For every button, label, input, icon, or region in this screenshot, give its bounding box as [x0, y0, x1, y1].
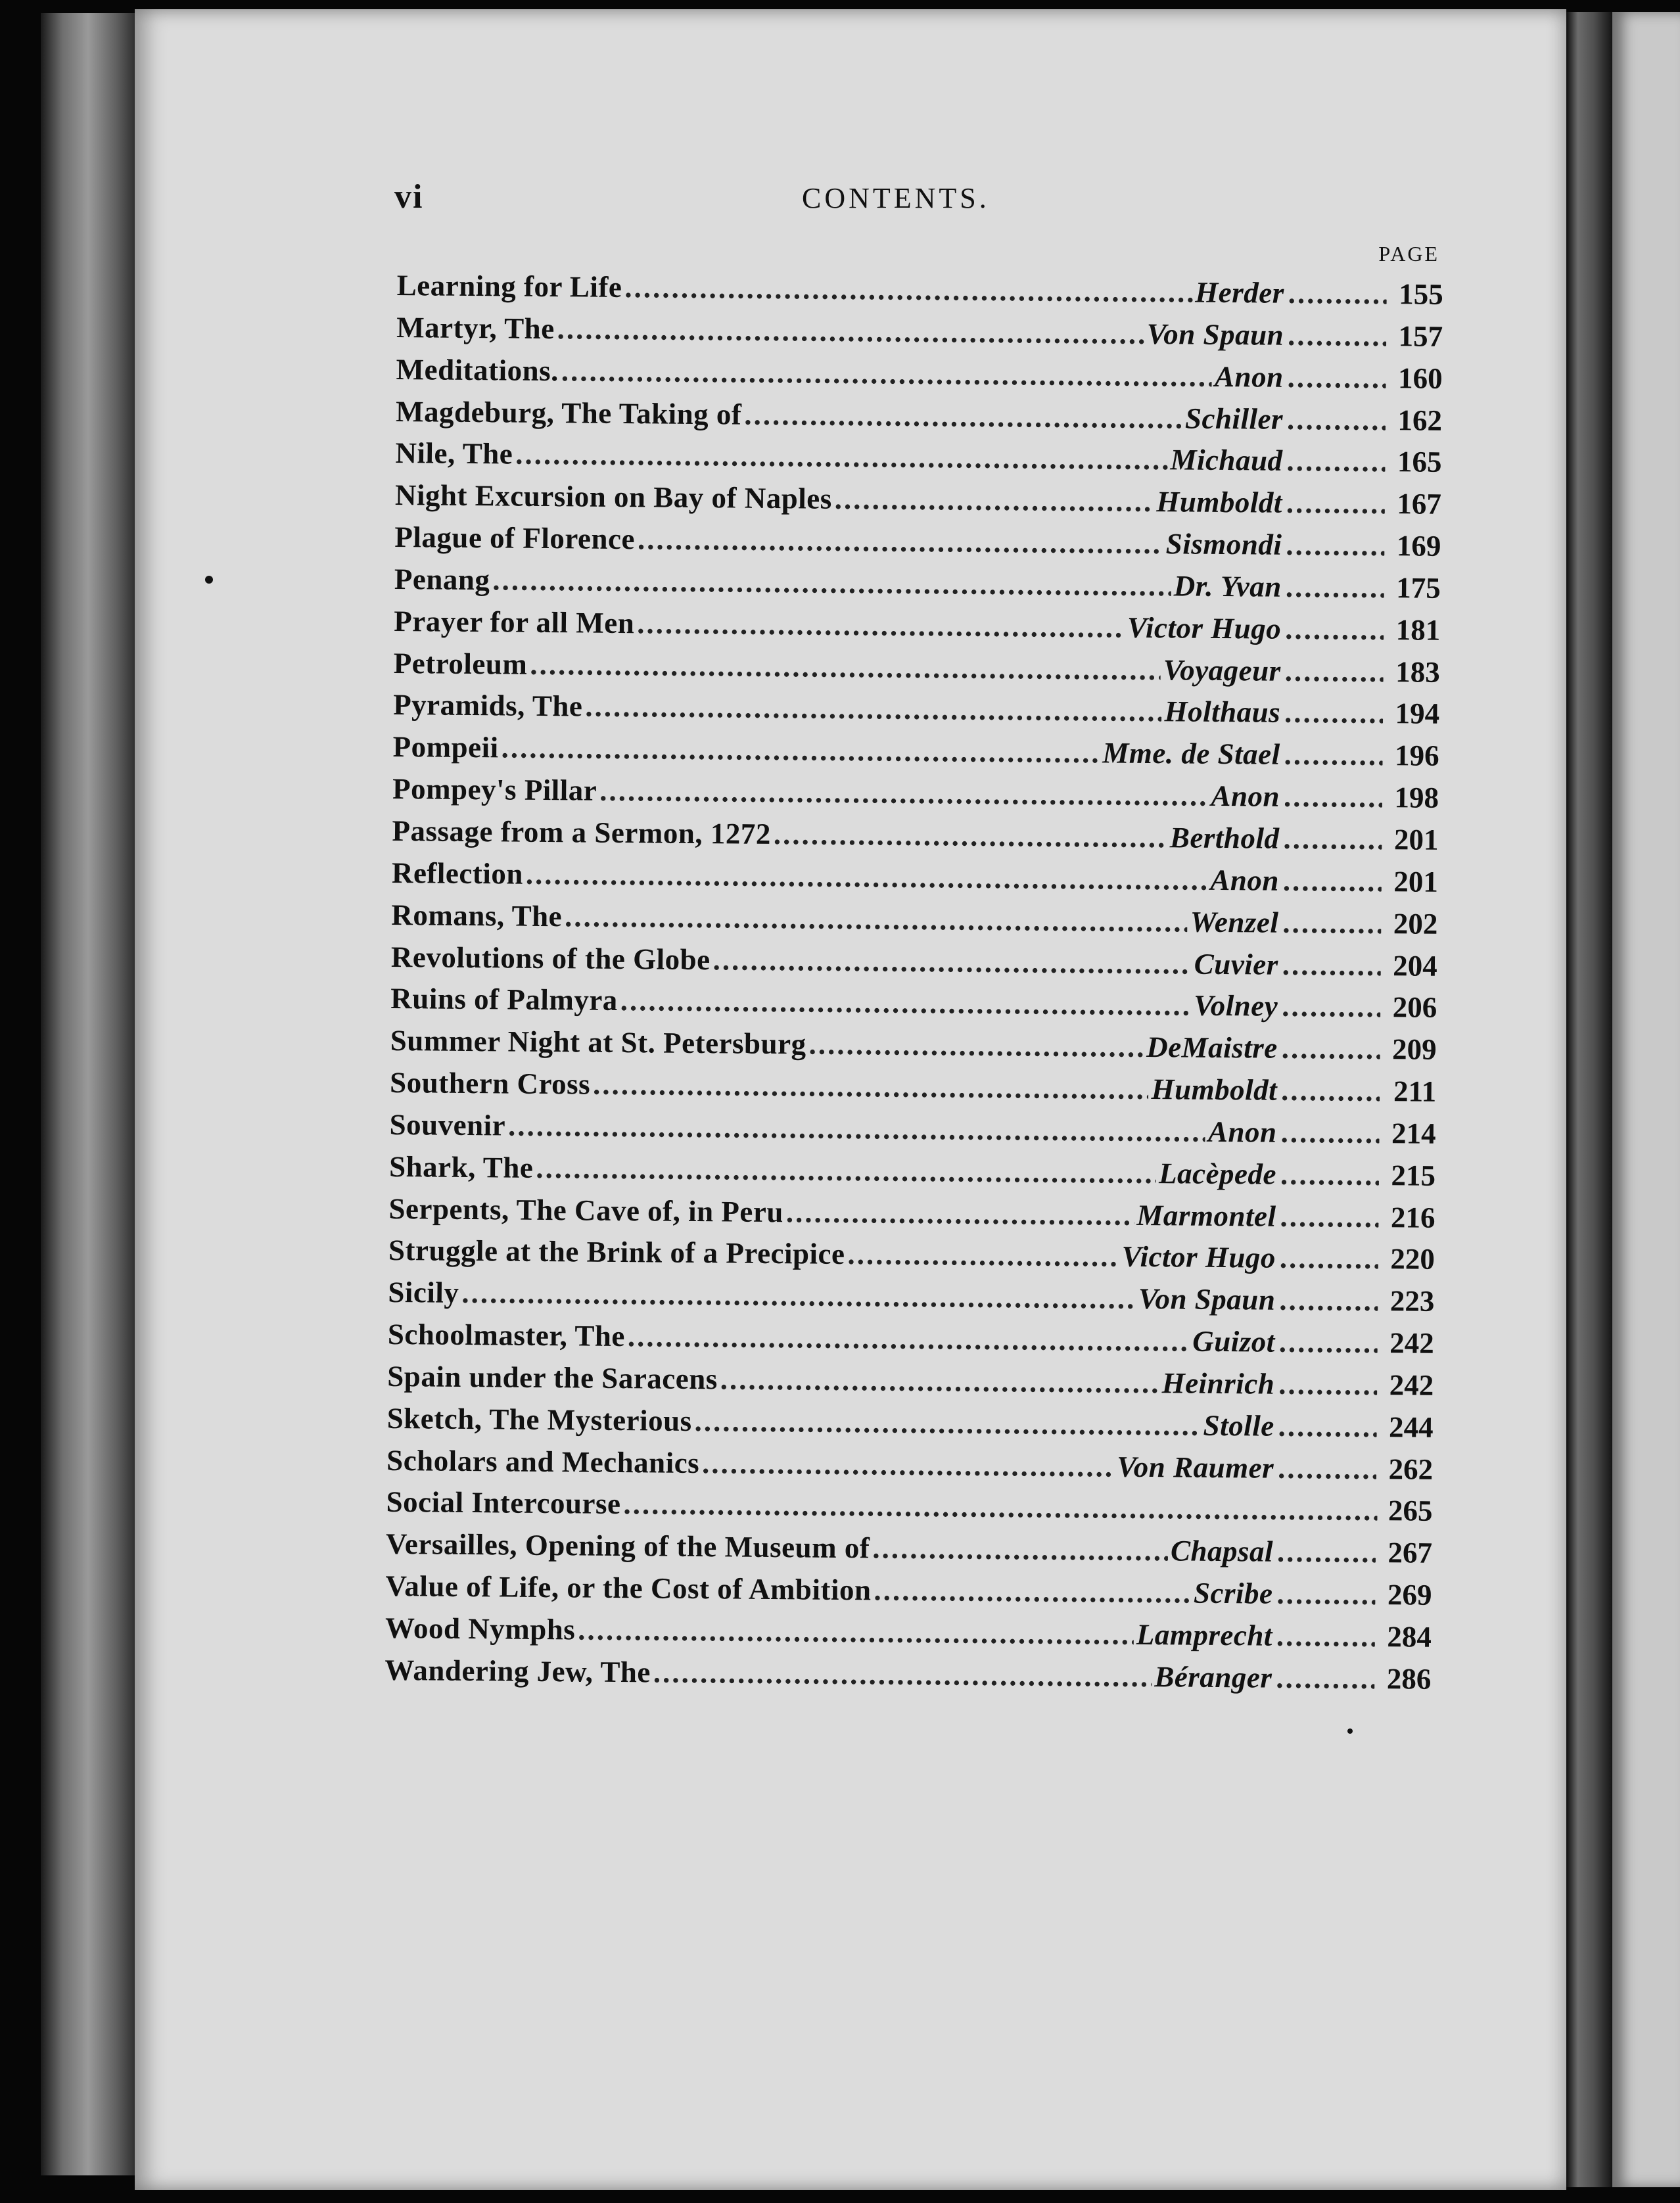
- dot-leader: [744, 397, 1182, 435]
- entry-title: Struggle at the Brink of a Precipice: [388, 1234, 845, 1271]
- entry-author: Mme. de Stael: [1102, 736, 1280, 772]
- dot-leader: [628, 1319, 1190, 1358]
- dot-leader: [638, 522, 1163, 561]
- dot-leader: [872, 1531, 1168, 1568]
- dot-leader: [1284, 653, 1383, 688]
- dot-leader: [1283, 822, 1382, 856]
- dot-leader: [1280, 1115, 1379, 1150]
- entry-author: Von Spaun: [1138, 1282, 1276, 1316]
- entry-title: Value of Life, or the Cost of Ambition: [385, 1569, 872, 1607]
- dot-leader: [526, 857, 1208, 897]
- entry-author: Sismondi: [1165, 527, 1282, 561]
- entry-author: Scribe: [1193, 1576, 1273, 1610]
- entry-title: Revolutions of the Globe: [390, 940, 711, 976]
- entry-page-number: 216: [1390, 1200, 1435, 1234]
- entry-author: Herder: [1195, 275, 1284, 310]
- dot-leader: [561, 354, 1213, 394]
- entry-page-number: 220: [1390, 1242, 1435, 1276]
- entry-title: Passage from a Sermon, 1272: [392, 814, 772, 850]
- dot-leader: [720, 1362, 1159, 1400]
- page-column-label: PAGE: [1378, 242, 1439, 266]
- entry-page-number: 286: [1386, 1662, 1432, 1696]
- entry-page-number: 244: [1388, 1410, 1434, 1444]
- dot-leader: [565, 899, 1188, 939]
- dot-leader: [1284, 779, 1382, 814]
- entry-title: Meditations.: [396, 352, 559, 387]
- running-head: [394, 177, 1420, 223]
- dot-leader: [1284, 737, 1382, 772]
- entry-author: Michaud: [1170, 443, 1283, 478]
- dot-leader: [1278, 1367, 1377, 1402]
- dot-leader: [593, 1067, 1149, 1106]
- entry-page-number: 204: [1393, 948, 1438, 983]
- dot-leader: [702, 1446, 1115, 1483]
- dot-leader: [1286, 486, 1385, 521]
- dot-leader: [599, 774, 1209, 813]
- entry-page-number: 160: [1397, 361, 1443, 395]
- dot-leader: [1281, 1031, 1380, 1066]
- entry-author: Lacèpede: [1158, 1156, 1277, 1191]
- entry-page-number: 183: [1395, 655, 1440, 689]
- ink-speck: [1347, 1728, 1353, 1734]
- dot-leader: [1280, 1157, 1379, 1192]
- entry-title: Versailles, Opening of the Museum of: [385, 1527, 870, 1565]
- entry-author: Anon: [1210, 863, 1280, 897]
- entry-title: Scholars and Mechanics: [386, 1443, 700, 1479]
- dot-leader: [557, 312, 1144, 351]
- dot-leader: [530, 647, 1161, 686]
- dot-leader: [585, 689, 1162, 729]
- entry-title: Pompey's Pillar: [392, 772, 597, 807]
- entry-author: Anon: [1211, 779, 1280, 813]
- entry-page-number: 223: [1389, 1284, 1435, 1318]
- dot-leader: [508, 1108, 1205, 1148]
- dot-leader: [623, 1487, 1378, 1528]
- facing-page-edge: [1612, 12, 1680, 2187]
- entry-author: Béranger: [1154, 1659, 1272, 1694]
- entry-page-number: 165: [1397, 445, 1442, 479]
- entry-page-number: 196: [1394, 739, 1439, 773]
- entry-page-number: 167: [1397, 487, 1442, 521]
- entry-title: Spain under the Saracens: [387, 1359, 718, 1396]
- entry-page-number: 215: [1391, 1158, 1436, 1192]
- dot-leader: [1287, 360, 1386, 395]
- entry-page-number: 198: [1394, 781, 1439, 814]
- page-number: vi: [394, 178, 424, 216]
- entry-page-number: 202: [1393, 906, 1438, 940]
- entry-title: Petroleum: [393, 646, 528, 681]
- entry-title: Social Intercourse: [386, 1485, 621, 1521]
- dot-leader: [1276, 1619, 1375, 1654]
- entry-author: Berthold: [1169, 821, 1280, 855]
- dot-leader: [847, 1237, 1119, 1274]
- entry-title: Serpents, The Cave of, in Peru: [388, 1192, 784, 1228]
- dot-leader: [1288, 276, 1386, 311]
- entry-author: Marmontel: [1136, 1198, 1276, 1233]
- entry-page-number: 169: [1396, 529, 1441, 563]
- entry-author: Cuvier: [1194, 947, 1279, 981]
- dot-leader: [1280, 1199, 1378, 1234]
- entry-author: Chapsal: [1170, 1534, 1274, 1569]
- entry-title: Nile, The: [395, 436, 513, 471]
- entry-page-number: 267: [1388, 1536, 1433, 1570]
- dot-leader: [1279, 1283, 1378, 1318]
- entry-page-number: 262: [1388, 1452, 1434, 1486]
- entry-page-number: 181: [1395, 613, 1441, 647]
- entry-title: Shark, The: [388, 1149, 534, 1184]
- entry-title: Summer Night at St. Petersburg: [390, 1024, 806, 1061]
- dot-leader: [835, 482, 1154, 519]
- dot-leader: [1284, 695, 1383, 730]
- entry-page-number: 206: [1392, 990, 1437, 1025]
- page-title: CONTENTS.: [802, 182, 990, 214]
- entry-title: Sicily: [388, 1276, 459, 1310]
- entry-title: Reflection: [391, 856, 524, 891]
- entry-title: Plague of Florence: [394, 521, 636, 556]
- entry-author: Victor Hugo: [1127, 611, 1282, 645]
- entry-author: Anon: [1214, 359, 1284, 394]
- entry-page-number: 269: [1387, 1578, 1432, 1612]
- entry-title: Ruins of Palmyra: [390, 982, 618, 1017]
- entry-author: Holthaus: [1164, 695, 1281, 730]
- dot-leader: [1286, 444, 1385, 478]
- entry-title: Pyramids, The: [392, 688, 583, 723]
- entry-title: Souvenir: [389, 1107, 506, 1142]
- binding-shadow: [1566, 12, 1612, 2187]
- entry-title: Martyr, The: [396, 310, 555, 345]
- entry-page-number: 162: [1397, 403, 1443, 437]
- dot-leader: [1286, 570, 1384, 605]
- entry-title: Pompeii: [392, 730, 499, 764]
- dot-leader: [1287, 402, 1386, 436]
- entry-page-number: 201: [1393, 865, 1439, 898]
- entry-author: Wenzel: [1190, 905, 1279, 939]
- dot-leader: [1288, 318, 1386, 353]
- entry-title: Prayer for all Men: [394, 604, 635, 639]
- contents-list: [385, 268, 1443, 1704]
- dot-leader: [786, 1195, 1134, 1232]
- dot-leader: [1282, 905, 1381, 940]
- entry-title: Penang: [394, 562, 490, 597]
- dot-leader: [536, 1151, 1156, 1190]
- entry-title: Night Excursion on Bay of Naples: [394, 478, 833, 516]
- dot-leader: [1286, 528, 1384, 563]
- dot-leader: [774, 817, 1168, 854]
- dot-leader: [1277, 1535, 1376, 1569]
- entry-author: Volney: [1194, 988, 1278, 1023]
- entry-author: Lamprecht: [1136, 1617, 1273, 1652]
- entry-title: Southern Cross: [389, 1065, 591, 1101]
- entry-page-number: 242: [1389, 1326, 1435, 1360]
- entry-author: Von Spaun: [1146, 317, 1284, 352]
- entry-title: Wandering Jew, The: [385, 1653, 651, 1689]
- entry-page-number: 209: [1391, 1032, 1437, 1067]
- dot-leader: [1276, 1577, 1375, 1612]
- left-page-edge: [41, 13, 139, 2175]
- entry-title: Wood Nymphs: [385, 1611, 576, 1646]
- dot-leader: [578, 1612, 1134, 1651]
- entry-page-number: 242: [1389, 1368, 1434, 1402]
- entry-page-number: 265: [1388, 1494, 1433, 1528]
- dot-leader: [1280, 1241, 1378, 1276]
- entry-page-number: 214: [1391, 1117, 1436, 1150]
- dot-leader: [1285, 612, 1384, 647]
- entry-page-number: 194: [1395, 697, 1440, 731]
- dot-leader: [1282, 989, 1380, 1024]
- ink-speck: [205, 576, 213, 584]
- dot-leader: [653, 1655, 1152, 1694]
- entry-author: Victor Hugo: [1121, 1240, 1276, 1275]
- dot-leader: [501, 731, 1100, 770]
- entry-author: Anon: [1207, 1115, 1277, 1149]
- dot-leader: [492, 563, 1171, 603]
- entry-title: Sketch, The Mysterious: [386, 1401, 692, 1437]
- entry-page-number: 284: [1387, 1620, 1432, 1654]
- dot-leader: [637, 606, 1125, 644]
- dot-leader: [808, 1027, 1144, 1064]
- entry-author: Schiller: [1184, 402, 1284, 436]
- dot-leader: [1281, 1073, 1380, 1108]
- entry-page-number: 157: [1398, 319, 1443, 353]
- entry-page-number: 175: [1396, 571, 1441, 605]
- entry-page-number: 211: [1393, 1075, 1437, 1108]
- dot-leader: [461, 1276, 1136, 1316]
- entry-page-number: 201: [1393, 823, 1439, 856]
- entry-title: Magdeburg, The Taking of: [395, 394, 742, 431]
- entry-author: Voyageur: [1163, 653, 1281, 687]
- dot-leader: [694, 1404, 1200, 1443]
- entry-author: Dr. Yvan: [1173, 569, 1282, 603]
- entry-author: Von Raumer: [1117, 1450, 1274, 1485]
- dot-leader: [712, 942, 1192, 981]
- entry-author: DeMaistre: [1146, 1031, 1278, 1065]
- entry-title: Romans, The: [391, 898, 563, 933]
- dot-leader: [624, 270, 1192, 310]
- dot-leader: [1283, 864, 1382, 898]
- dot-leader: [515, 437, 1168, 477]
- entry-title: Learning for Life: [396, 268, 622, 304]
- dot-leader: [1282, 947, 1381, 982]
- entry-author: Guizot: [1192, 1324, 1276, 1358]
- entry-author: Stolle: [1203, 1408, 1274, 1443]
- entry-title: Schoolmaster, The: [387, 1318, 626, 1353]
- dot-leader: [1278, 1409, 1376, 1444]
- entry-author: Humboldt: [1156, 485, 1283, 519]
- entry-page-number: 155: [1398, 277, 1443, 311]
- dot-leader: [874, 1573, 1191, 1610]
- entry-author: Humboldt: [1151, 1073, 1278, 1107]
- dot-leader: [1278, 1450, 1376, 1485]
- dot-leader: [620, 983, 1192, 1023]
- dot-leader: [1279, 1325, 1378, 1360]
- dot-leader: [1276, 1661, 1374, 1696]
- entry-author: Heinrich: [1161, 1366, 1275, 1401]
